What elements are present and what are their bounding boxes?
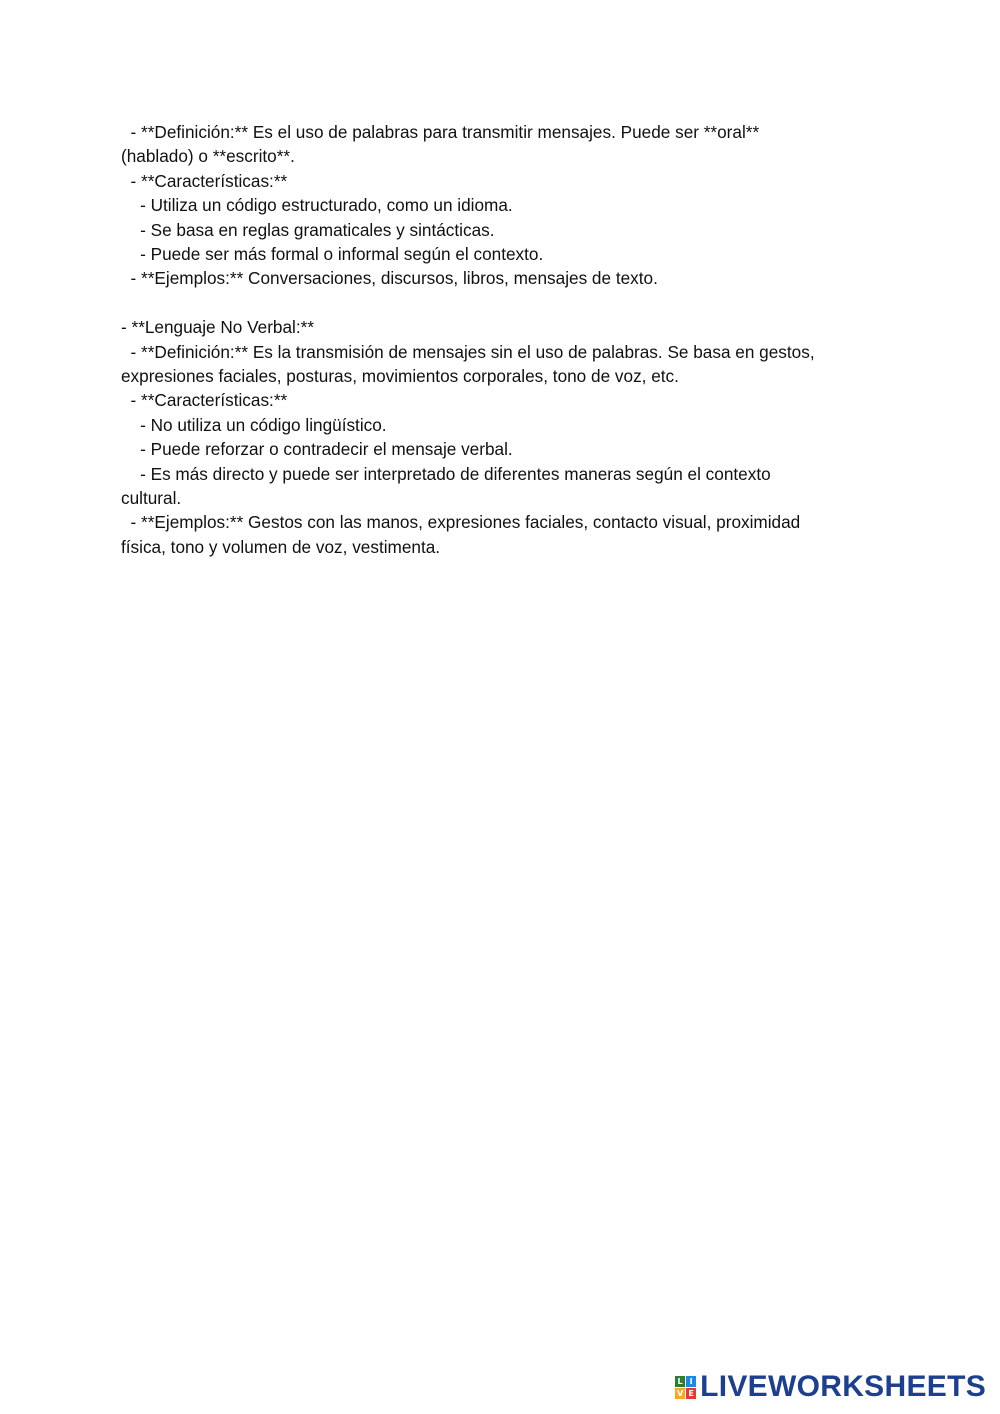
text-line: - Puede ser más formal o informal según el contexto. bbox=[121, 244, 544, 265]
text-line: - **Ejemplos:** Conversaciones, discursos, libros, mensajes de texto. bbox=[121, 268, 658, 289]
document-body bbox=[121, 120, 881, 559]
text-line: - **Ejemplos:** Gestos con las manos, expresiones faciales, contacto visual, proximidad bbox=[121, 512, 801, 533]
text-line: - **Características:** bbox=[121, 390, 288, 411]
text-line: - Puede reforzar o contradecir el mensaje verbal. bbox=[121, 439, 513, 460]
text-line: cultural. bbox=[121, 488, 182, 509]
text-line: expresiones faciales, posturas, movimientos corporales, tono de voz, etc. bbox=[121, 366, 679, 387]
logo-mark-icon bbox=[675, 1376, 696, 1399]
text-line: - Es más directo y puede ser interpretado de diferentes maneras según el contexto bbox=[121, 463, 771, 484]
text-line: - **Características:** bbox=[121, 170, 288, 191]
text-line: - Se basa en reglas gramaticales y sintácticas. bbox=[121, 219, 495, 240]
text-line: - Utiliza un código estructurado, como un idioma. bbox=[121, 195, 513, 216]
text-line: (hablado) o **escrito**. bbox=[121, 146, 295, 167]
liveworksheets-logo bbox=[675, 1370, 986, 1404]
text-line: - **Definición:** Es el uso de palabras para transmitir mensajes. Puede ser **oral** bbox=[121, 122, 760, 142]
logo-mark-cell: E bbox=[686, 1388, 696, 1399]
section-heading: - **Lenguaje No Verbal:** bbox=[121, 317, 315, 338]
logo-mark-cell: V bbox=[677, 1388, 684, 1398]
text-line: - No utiliza un código lingüístico. bbox=[121, 414, 387, 435]
logo-text: LIVEWORKSHEETS bbox=[700, 1370, 986, 1403]
text-line: - **Definición:** Es la transmisión de mensajes sin el uso de palabras. Se basa en gestos, bbox=[121, 341, 815, 362]
logo-mark-cell: I bbox=[686, 1376, 696, 1387]
blank-line bbox=[121, 291, 881, 315]
logo-mark-cell: L bbox=[675, 1376, 685, 1387]
text-line: física, tono y volumen de voz, vestimenta. bbox=[121, 536, 441, 557]
